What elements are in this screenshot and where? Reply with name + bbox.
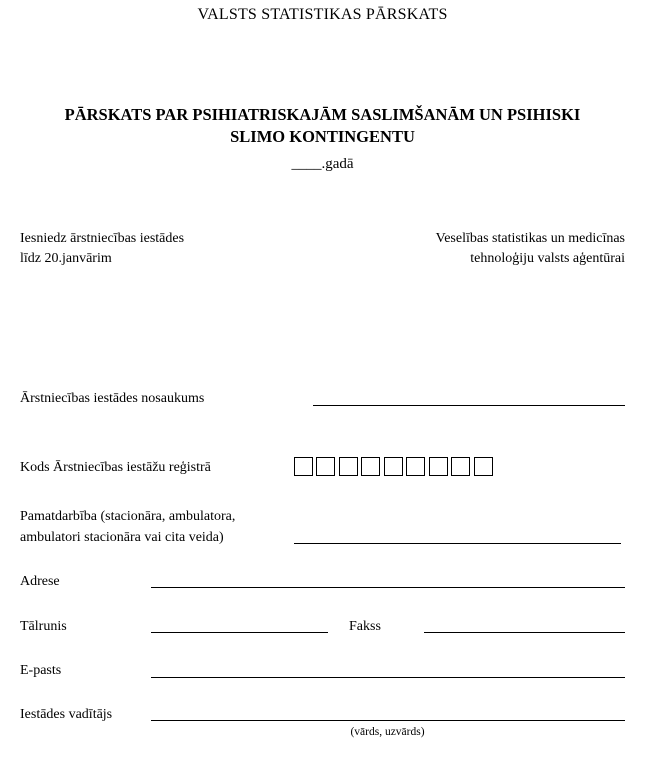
- phone-field[interactable]: [151, 632, 328, 633]
- registry-code-box[interactable]: [451, 457, 470, 476]
- phone-label: Tālrunis: [20, 619, 67, 634]
- main-activity-field[interactable]: [294, 543, 621, 544]
- form-header: VALSTS STATISTIKAS PĀRSKATS: [197, 6, 448, 23]
- institution-name-label: Ārstniecības iestādes nosaukums: [20, 391, 205, 406]
- registry-code-boxes: [294, 457, 493, 476]
- main-activity-label-line1: Pamatdarbība (stacionāra, ambulatora,: [20, 509, 236, 524]
- address-field[interactable]: [151, 587, 625, 588]
- email-field[interactable]: [151, 677, 625, 678]
- registry-code-box[interactable]: [294, 457, 313, 476]
- registry-code-label: Kods Ārstniecības iestāžu reģistrā: [20, 460, 211, 475]
- report-title: [20, 104, 625, 148]
- report-title-line2: SLIMO KONTINGENTU: [230, 127, 415, 146]
- registry-code-box[interactable]: [316, 457, 335, 476]
- submit-note-line2: līdz 20.janvārim: [20, 251, 112, 266]
- submit-note-line1: Iesniedz ārstniecības iestādes: [20, 231, 185, 246]
- recipient-line1: Veselības statistikas un medicīnas: [435, 231, 625, 246]
- fax-field[interactable]: [424, 632, 625, 633]
- registry-code-box[interactable]: [406, 457, 425, 476]
- registry-code-box[interactable]: [384, 457, 403, 476]
- registry-code-box[interactable]: [361, 457, 380, 476]
- head-name-field[interactable]: [151, 720, 625, 721]
- report-title-line1: PĀRSKATS PAR PSIHIATRISKAJĀM SASLIMŠANĀM UN PSIHISKI: [64, 105, 581, 124]
- registry-code-box[interactable]: [474, 457, 493, 476]
- address-label: Adrese: [20, 574, 60, 589]
- fax-label: Fakss: [349, 619, 381, 634]
- main-activity-label-line2: ambulatori stacionāra vai cita veida): [20, 530, 224, 545]
- submit-note: [20, 229, 184, 269]
- recipient-note: [436, 229, 625, 269]
- email-label: E-pasts: [20, 663, 62, 678]
- institution-name-field[interactable]: [313, 405, 625, 406]
- head-caption: (vārds, uzvārds): [350, 726, 425, 738]
- registry-code-box[interactable]: [429, 457, 448, 476]
- registry-code-box[interactable]: [339, 457, 358, 476]
- recipient-line2: tehnoloģiju valsts aģentūrai: [470, 251, 625, 266]
- head-label: Iestādes vadītājs: [20, 707, 113, 722]
- year-field: ____.gadā: [291, 156, 354, 172]
- main-activity-label: [20, 506, 235, 548]
